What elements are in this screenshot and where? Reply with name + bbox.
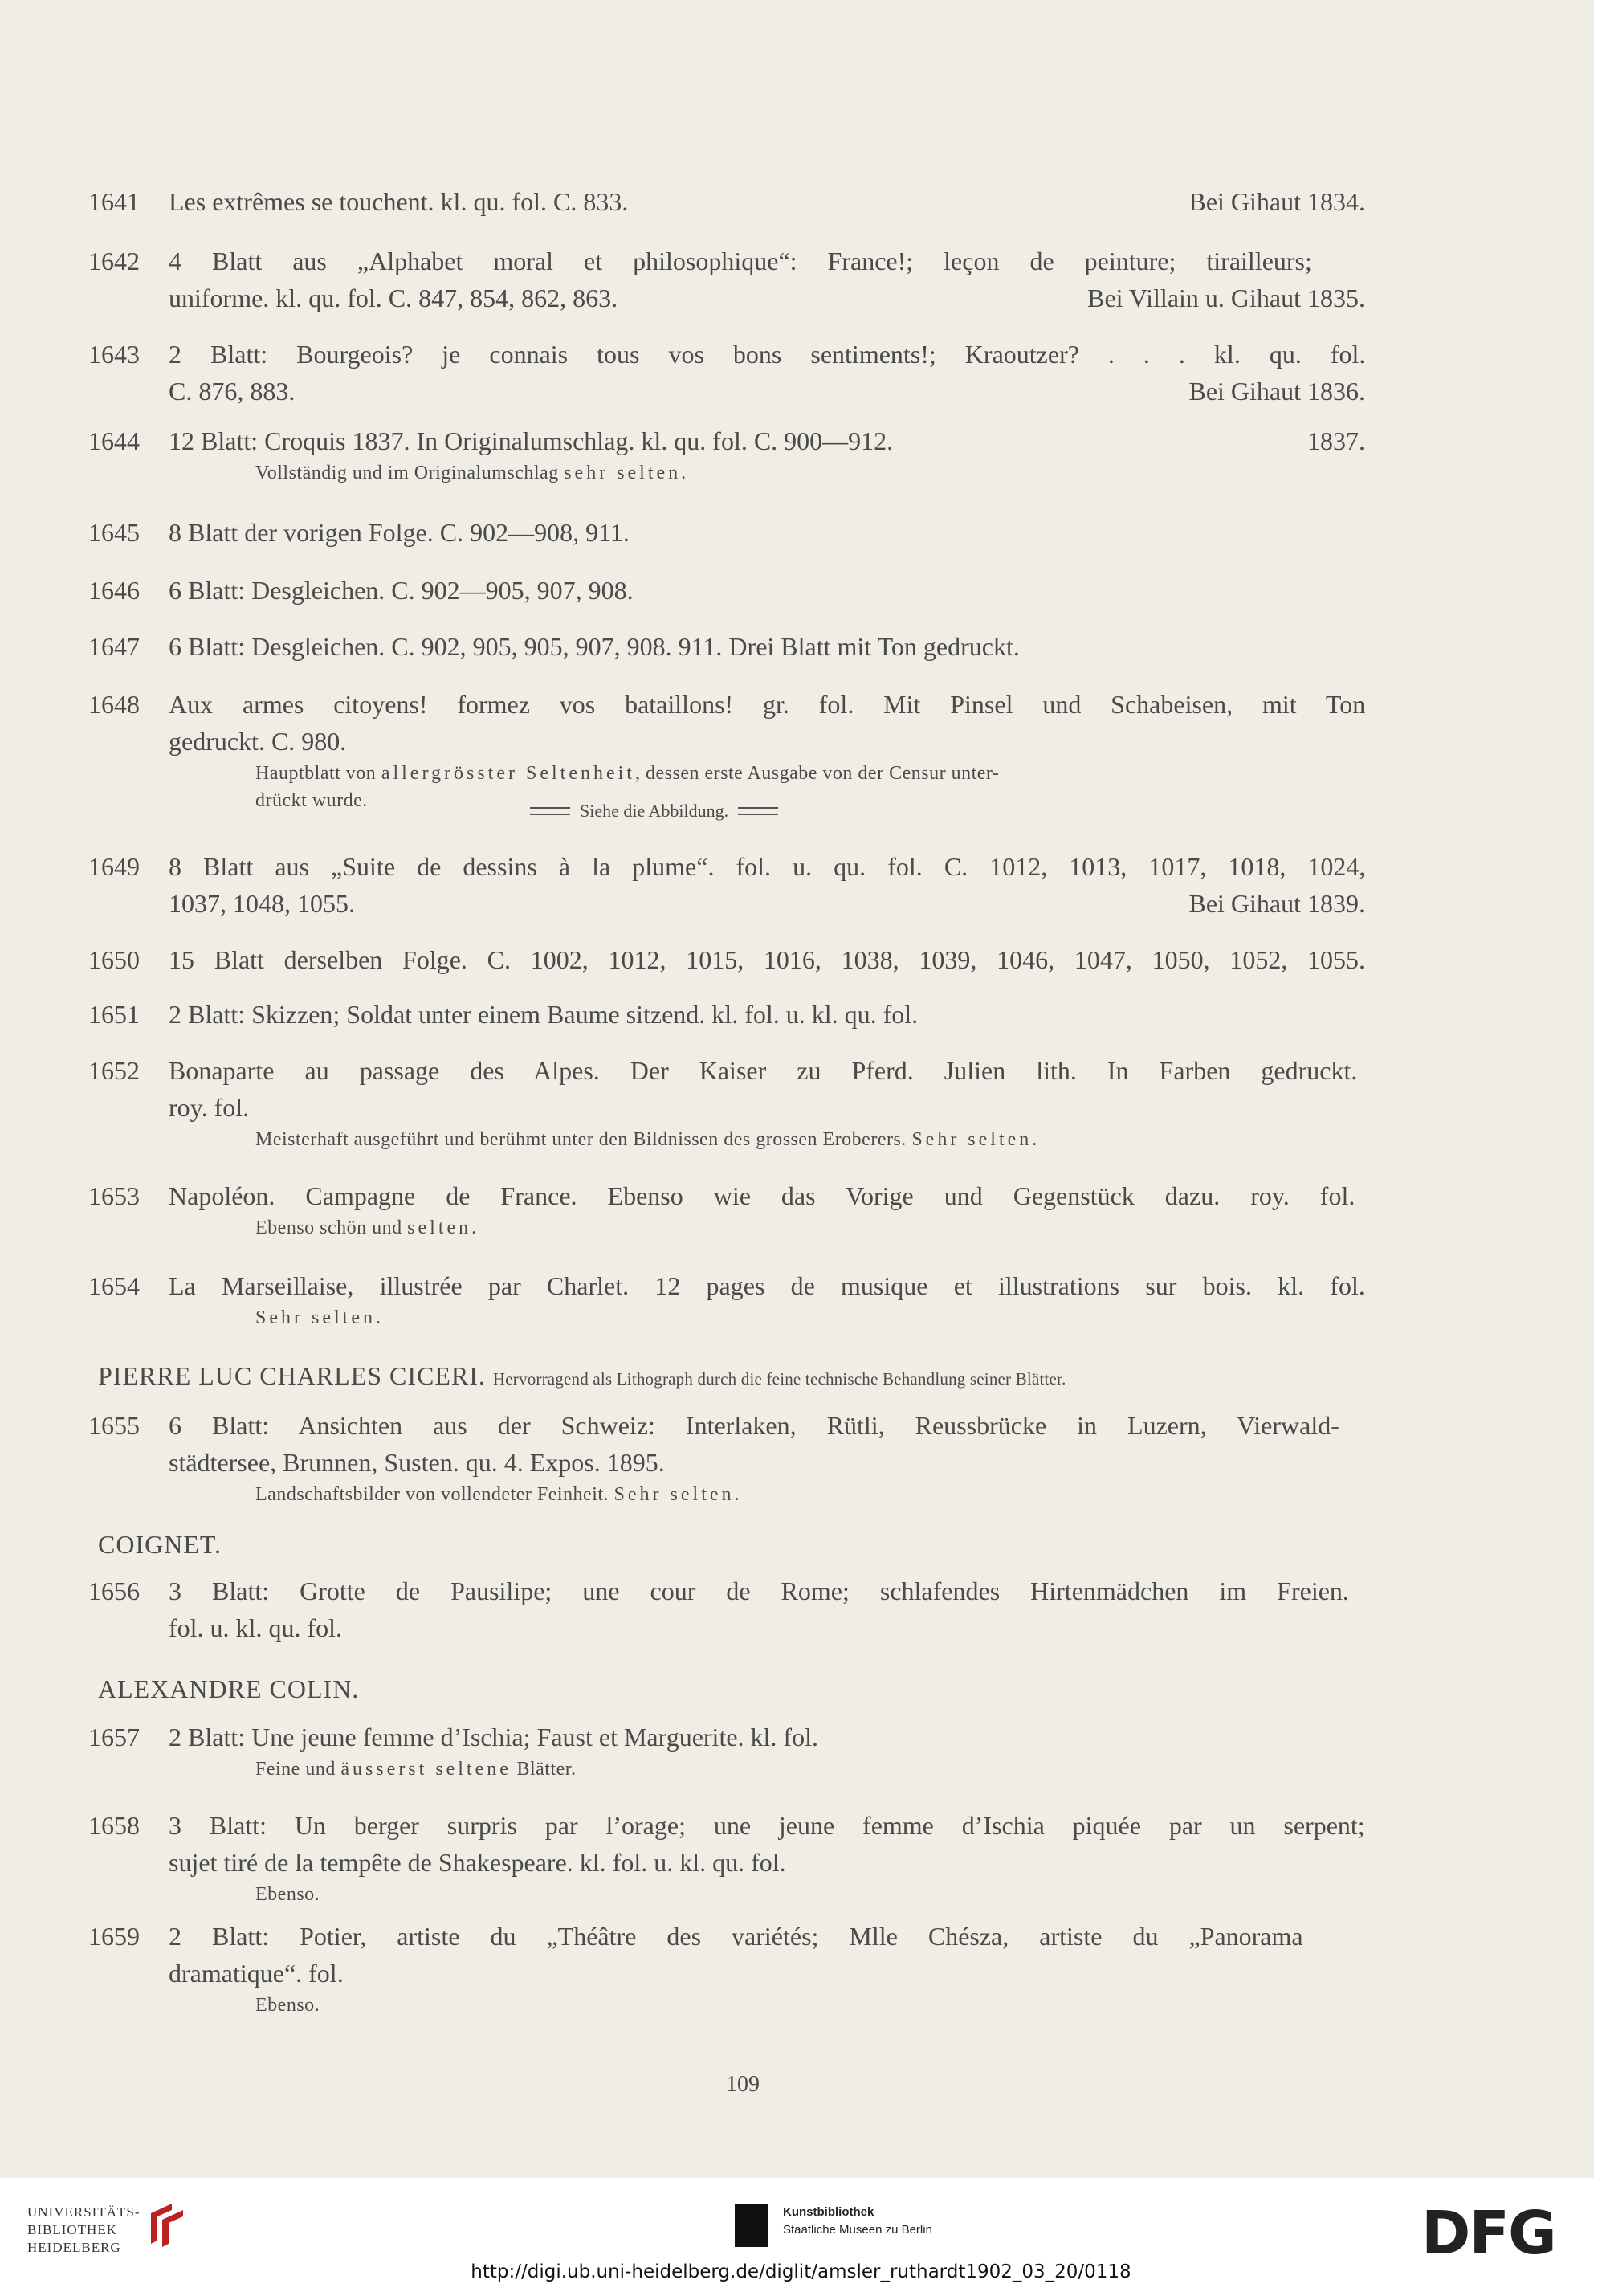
scan-edge: [1594, 0, 1602, 2178]
kunstbibliothek-logo-icon: [735, 2204, 768, 2247]
lot-description: sujet tiré de la tempête de Shakespeare. kl. fol. u. kl. qu. fol.: [169, 1848, 786, 1877]
entry-first-line: [88, 1267, 1365, 1304]
page-number: 109: [726, 2072, 760, 2097]
lot-number: 1645: [88, 518, 140, 547]
lot-note: [88, 760, 1365, 787]
entry-continuation-line: [88, 373, 1365, 410]
lot-number: 1647: [88, 632, 140, 661]
note-segment: Sehr selten: [613, 1484, 735, 1505]
artist-heading-colin: [98, 1670, 359, 1707]
lot-description: La Marseillaise, illustrée par Charlet. 12 pages de musique et illustrations sur bois. kl. fol.: [169, 1271, 1365, 1300]
lot-description: städtersee, Brunnen, Susten. qu. 4. Expos. 1895.: [169, 1448, 665, 1477]
note-segment: , dessen erste Ausgabe von der Censur unter-: [634, 763, 1000, 784]
lot-description: roy. fol.: [169, 1093, 250, 1122]
entry-first-line: [88, 1719, 1365, 1756]
lot-description: 8 Blatt der vorigen Folge. C. 902—908, 911.: [169, 518, 630, 547]
source-url[interactable]: http://digi.ub.uni-heidelberg.de/diglit/amsler_ruthardt1902_03_20/0118: [471, 2261, 1131, 2282]
lot-number: 1643: [88, 340, 140, 369]
entry-1644: [88, 422, 1365, 487]
note-segment: Blätter.: [511, 1759, 577, 1780]
entry-first-line: [88, 422, 1365, 459]
lot-number: 1652: [88, 1056, 140, 1085]
entry-first-line: [88, 514, 1365, 551]
lot-number: 1648: [88, 690, 140, 719]
entry-1653: [88, 1177, 1365, 1242]
entry-continuation-line: [88, 1089, 1365, 1126]
lot-description: 4 Blatt aus „Alphabet moral et philosophique“: France!; leçon de peinture; tirailleurs;: [169, 247, 1312, 275]
entry-continuation-line: [88, 885, 1365, 922]
lot-description: Aux armes citoyens! formez vos bataillons! gr. fol. Mit Pinsel und Schabeisen, mit Ton: [169, 690, 1366, 719]
entry-continuation-line: [88, 1844, 1365, 1881]
lot-description: fol. u. kl. qu. fol.: [169, 1613, 342, 1642]
note-segment: .: [471, 1217, 477, 1238]
lot-note: [88, 1304, 1365, 1332]
lot-note: [88, 1881, 1365, 1908]
note-segment: .: [375, 1307, 381, 1328]
artist-name: PIERRE LUC CHARLES CICERI.: [98, 1361, 486, 1390]
artist-name: COIGNET.: [98, 1530, 222, 1559]
lot-number: 1651: [88, 1000, 140, 1029]
entry-first-line: [88, 572, 1365, 609]
note-segment: selten: [407, 1217, 472, 1238]
lot-number: 1656: [88, 1576, 140, 1605]
note-segment: Sehr selten: [255, 1307, 376, 1328]
lot-description: dramatique“. fol.: [169, 1959, 344, 1988]
entry-1651: [88, 996, 1365, 1033]
entry-1654: [88, 1267, 1365, 1332]
lot-number: 1653: [88, 1181, 140, 1210]
kb-subtitle: Staatliche Museen zu Berlin: [783, 2223, 932, 2237]
entry-first-line: [88, 996, 1365, 1033]
lot-number: 1644: [88, 426, 140, 455]
illustration-note-text: Siehe die Abbildung.: [580, 801, 729, 821]
lot-description: C. 876, 883.: [169, 377, 296, 406]
lot-description: 2 Blatt: Une jeune femme d’Ischia; Faust et Marguerite. kl. fol.: [169, 1723, 818, 1752]
note-segment: Ebenso.: [255, 1995, 320, 2016]
note-segment: sehr selten: [564, 463, 682, 483]
lot-note: [88, 1214, 1365, 1242]
artist-heading-ciceri: [98, 1357, 1066, 1397]
lot-description: 3 Blatt: Grotte de Pausilipe; une cour de Rome; schlafendes Hirtenmädchen im Freien.: [169, 1576, 1349, 1605]
note-segment: Meisterhaft ausgeführt und berühmt unter den Bildnissen des grossen Eroberers.: [255, 1129, 912, 1150]
uni-line: UNIVERSITÄTS-: [27, 2204, 141, 2220]
lot-description: 1037, 1048, 1055.: [169, 889, 355, 918]
digitization-footer: [0, 2178, 1602, 2296]
entry-1655: [88, 1407, 1365, 1508]
note-segment: äusserst seltene: [340, 1759, 512, 1780]
entry-first-line: [88, 941, 1365, 978]
entry-1646: [88, 572, 1365, 609]
entry-1658: [88, 1807, 1365, 1908]
artist-heading-coignet: [98, 1526, 222, 1563]
dfg-logo: DFG: [1421, 2199, 1555, 2268]
artist-description: Hervorragend als Lithograph durch die feine technische Behandlung seiner Blätter.: [492, 1369, 1066, 1389]
double-rule-right: [738, 807, 778, 815]
note-segment: .: [681, 463, 687, 483]
note-segment: Vollständig und im Originalumschlag: [255, 463, 565, 483]
entry-1649: [88, 848, 1365, 922]
lot-description: 2 Blatt: Bourgeois? je connais tous vos bons sentiments!; Kraoutzer? . . . kl. qu. fol.: [169, 340, 1366, 369]
university-emblem-icon: [145, 2199, 193, 2252]
entry-1641: [88, 183, 1365, 220]
lot-number: 1655: [88, 1411, 140, 1440]
entry-1650: [88, 941, 1365, 978]
note-segment: Landschaftsbilder von vollendeter Feinheit.: [255, 1484, 614, 1505]
publisher-date: Bei Gihaut 1839.: [1188, 889, 1365, 918]
entry-1642: [88, 243, 1365, 316]
entry-1659: [88, 1918, 1365, 2019]
lot-note: [88, 1992, 1365, 2019]
entry-1648: [88, 686, 1365, 814]
lot-description: uniforme. kl. qu. fol. C. 847, 854, 862, 863.: [169, 283, 618, 312]
lot-number: 1654: [88, 1271, 140, 1300]
note-segment: .: [1032, 1129, 1037, 1150]
lot-number: 1657: [88, 1723, 140, 1752]
uni-line: HEIDELBERG: [27, 2240, 121, 2255]
illustration-note: [530, 799, 778, 823]
publisher-date: Bei Villain u. Gihaut 1835.: [1087, 283, 1365, 312]
lot-note: [88, 1126, 1365, 1153]
note-segment: Ebenso.: [255, 1884, 320, 1905]
lot-number: 1650: [88, 945, 140, 974]
lot-description: 6 Blatt: Ansichten aus der Schweiz: Interlaken, Rütli, Reussbrücke in Luzern, Vierwald-: [169, 1411, 1339, 1440]
entry-1657: [88, 1719, 1365, 1783]
entry-1647: [88, 628, 1365, 665]
lot-number: 1646: [88, 576, 140, 605]
entry-continuation-line: [88, 1444, 1365, 1481]
entry-continuation-line: [88, 723, 1365, 760]
university-library-logo: [27, 2204, 141, 2257]
entry-continuation-line: [88, 279, 1365, 316]
lot-note: [88, 1481, 1365, 1508]
note-segment: allergrösster Seltenheit: [381, 763, 635, 784]
entry-first-line: [88, 336, 1365, 373]
lot-number: 1641: [88, 187, 140, 216]
lot-description: 12 Blatt: Croquis 1837. In Originalumschlag. kl. qu. fol. C. 900—912.: [169, 426, 894, 455]
lot-description: gedruckt. C. 980.: [169, 727, 347, 756]
lot-note: [88, 459, 1365, 487]
entry-1656: [88, 1572, 1365, 1646]
entry-first-line: [88, 1572, 1365, 1609]
entry-first-line: [88, 243, 1365, 279]
lot-description: 6 Blatt: Desgleichen. C. 902—905, 907, 908.: [169, 576, 634, 605]
lot-description: 2 Blatt: Potier, artiste du „Théâtre des variétés; Mlle Chésza, artiste du „Panorama: [169, 1922, 1303, 1951]
lot-description: Bonaparte au passage des Alpes. Der Kaiser zu Pferd. Julien lith. In Farben gedruckt.: [169, 1056, 1358, 1085]
entry-continuation-line: [88, 1955, 1365, 1992]
lot-description: 8 Blatt aus „Suite de dessins à la plume“. fol. u. qu. fol. C. 1012, 1013, 1017, 1018, 1024,: [169, 852, 1366, 881]
entry-first-line: [88, 1807, 1365, 1844]
entry-1652: [88, 1052, 1365, 1153]
lot-description: Les extrêmes se touchent. kl. qu. fol. C. 833.: [169, 187, 629, 216]
publisher-date: Bei Gihaut 1834.: [1188, 187, 1365, 216]
lot-number: 1659: [88, 1922, 140, 1951]
note-segment: Ebenso schön und: [255, 1217, 408, 1238]
entry-first-line: [88, 183, 1365, 220]
entry-first-line: [88, 1052, 1365, 1089]
entry-first-line: [88, 628, 1365, 665]
note-segment: Feine und: [255, 1759, 341, 1780]
artist-name: ALEXANDRE COLIN.: [98, 1674, 360, 1703]
kb-title: Kunstbibliothek: [783, 2205, 874, 2219]
lot-number: 1649: [88, 852, 140, 881]
lot-description: 3 Blatt: Un berger surpris par l’orage; une jeune femme d’Ischia piquée par un serpent;: [169, 1811, 1365, 1840]
publisher-date: Bei Gihaut 1836.: [1188, 377, 1365, 406]
entry-1643: [88, 336, 1365, 410]
entry-first-line: [88, 686, 1365, 723]
note-segment: .: [734, 1484, 740, 1505]
entry-continuation-line: [88, 1609, 1365, 1646]
lot-note: [88, 1756, 1365, 1783]
lot-description: 6 Blatt: Desgleichen. C. 902, 905, 905, 907, 908. 911. Drei Blatt mit Ton gedruckt.: [169, 632, 1020, 661]
lot-description: Napoléon. Campagne de France. Ebenso wie das Vorige und Gegenstück dazu. roy. fol.: [169, 1181, 1355, 1210]
note-segment: drückt wurde.: [255, 790, 368, 811]
publisher-date: 1837.: [1307, 426, 1365, 455]
lot-description: 2 Blatt: Skizzen; Soldat unter einem Baume sitzend. kl. fol. u. kl. qu. fol.: [169, 1000, 919, 1029]
lot-number: 1642: [88, 247, 140, 275]
entry-first-line: [88, 848, 1365, 885]
note-segment: Hauptblatt von: [255, 763, 381, 784]
uni-line: BIBLIOTHEK: [27, 2222, 117, 2237]
entry-1645: [88, 514, 1365, 551]
lot-description: 15 Blatt derselben Folge. C. 1002, 1012, 1015, 1016, 1038, 1039, 1046, 1047, 1050, 1052, 1055.: [169, 945, 1366, 974]
entry-first-line: [88, 1407, 1365, 1444]
note-segment: Sehr selten: [911, 1129, 1033, 1150]
entry-first-line: [88, 1177, 1365, 1214]
kunstbibliothek-label: [783, 2204, 932, 2239]
entry-first-line: [88, 1918, 1365, 1955]
double-rule-left: [530, 807, 570, 815]
lot-number: 1658: [88, 1811, 140, 1840]
